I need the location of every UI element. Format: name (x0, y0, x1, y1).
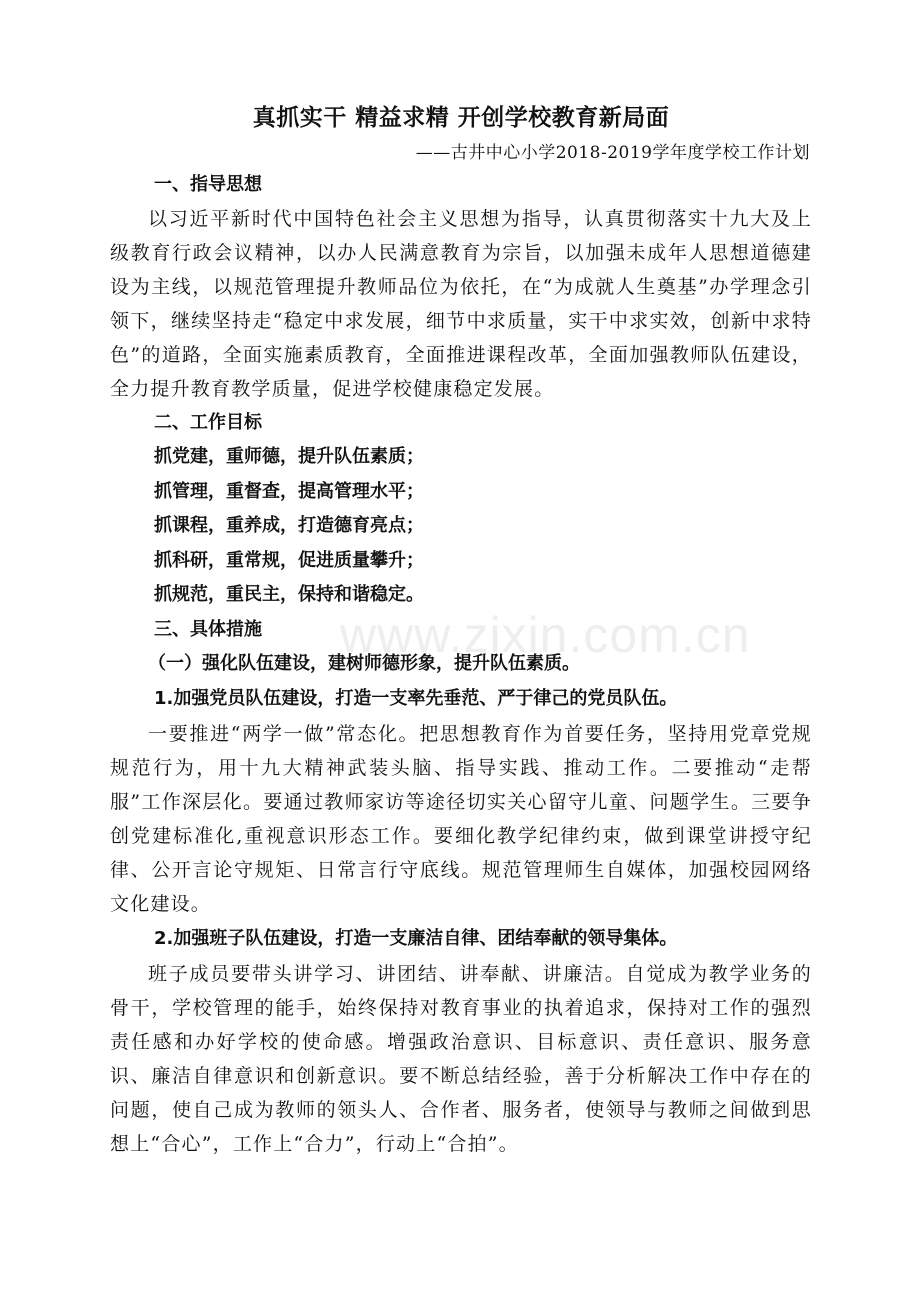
paragraph-guiding-ideology: 以习近平新时代中国特色社会主义思想为指导，认真贯彻落实十九大及上级教育行政会议精神，以办人民满意教育为宗旨，以加强未成年人思想道德建设为主线，以规范管理提升教师品位为依托，在“为成就人生奠基”办学理念引领下，继续坚持走“稳定中求发展，细节中求质量，实干中求实效，创新中求特色”的道路，全面实施素质教育，全面推进课程改革，全面加强教师队伍建设，全力提升教育教学质量，促进学校健康稳定发展。 (110, 208, 812, 400)
paragraph-leadership-team: 班子成员要带头讲学习、讲团结、讲奉献、讲廉洁。自觉成为教学业务的骨干，学校管理的能手，始终保持对教育事业的执着追求，保持对工作的强烈责任感和办好学校的使命感。增强政治意识、目标意识、责任意识、服务意识、廉洁自律意识和创新意识。要不断总结经验，善于分析解决工作中存在的问题，使自己成为教师的领头人、合作者、服务者，使领导与教师之间做到思想上“合心”，工作上“合力”，行动上“合拍”。 (110, 962, 812, 1155)
section-heading-work-goals: 二、工作目标 (154, 412, 262, 433)
document-page (110, 98, 812, 1161)
watermark-text: www.zixin.com.cn (340, 607, 751, 663)
section-heading-measures: 三、具体措施 (154, 618, 262, 640)
goal-item: 抓管理，重督查，提高管理水平； (154, 480, 424, 502)
paragraph-party-members: 一要推进“两学一做”常态化。把思想教育作为首要任务，坚持用党章党规规范行为，用十九大精神武装头脑、指导实践、推动工作。二要推动“走帮服”工作深层化。要通过教师家访等途径切实关心留守儿童、问题学生。三要争创党建标准化,重视意识形态工作。要细化教学纪律约束，做到课堂讲授守纪律、公开言论守规矩、日常言行守底线。规范管理师生自媒体，加强校园网络文化建设。 (110, 722, 812, 915)
document-title: 真抓实干 精益求精 开创学校教育新局面 (252, 105, 670, 131)
document-subtitle: ——古井中心小学2018-2019学年度学校工作计划 (415, 143, 810, 163)
goal-item: 抓课程，重养成，打造德育亮点； (154, 515, 424, 536)
item-heading-leadership-team: 2.加强班子队伍建设，打造一支廉洁自律、团结奉献的领导集体。 (154, 927, 678, 949)
goal-item: 抓党建，重师德，提升队伍素质； (154, 446, 424, 467)
goal-item: 抓科研，重常规，促进质量攀升； (154, 549, 424, 571)
section-heading-guiding-ideology: 一、指导思想 (154, 174, 262, 195)
item-heading-party-members: 1.加强党员队伍建设，打造一支率先垂范、严于律己的党员队伍。 (154, 687, 678, 709)
goal-item: 抓规范，重民主，保持和谐稳定。 (154, 584, 424, 605)
subsection-heading-team-building: （一）强化队伍建设，建树师德形象，提升队伍素质。 (148, 652, 580, 674)
